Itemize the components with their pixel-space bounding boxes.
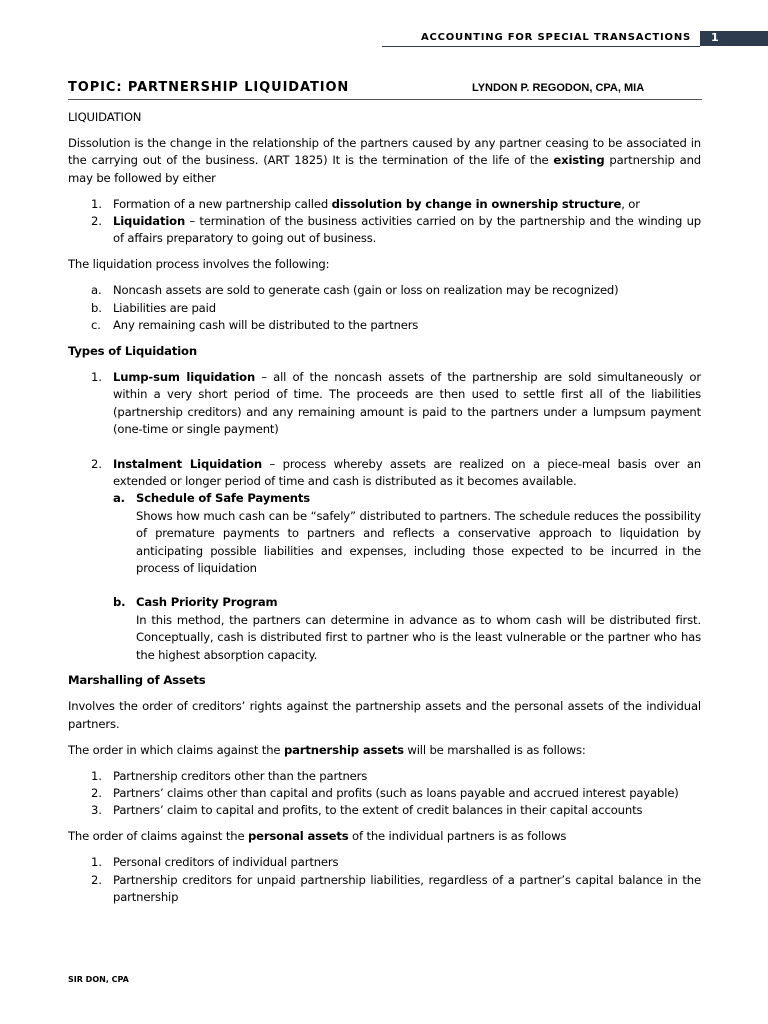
page-number: 1 — [711, 31, 719, 44]
liquidation-heading: LIQUIDATION — [68, 110, 142, 124]
instalment-sublist — [113, 594, 701, 611]
list-item: c. Any remaining cash will be distributed to the partners — [91, 318, 419, 333]
personal-assets-list — [68, 854, 701, 906]
list-item: 1. Formation of a new partnership called dissolution by change in ownership structure, or — [91, 196, 640, 211]
marshalling-paragraph: Involves the order of creditors’ rights against the partnership assets and the personal assets of the individual partners. — [68, 699, 701, 731]
topic-title: TOPIC: PARTNERSHIP LIQUIDATION — [68, 80, 350, 95]
list-item: 1. Lump-sum liquidation – all of the noncash assets of the partnership are sold simultaneously or within a very short period of time. The proceeds are then used to settle first all of the liabilities (partnership creditors) and any remaining amount is paid to the partners under a lumpsum payment (one-time or single payment) — [91, 369, 701, 437]
types-list — [68, 369, 701, 664]
dissolution-text-bold: existing — [553, 153, 605, 168]
header-rule — [382, 46, 700, 47]
header-title: ACCOUNTING FOR SPECIAL TRANSACTIONS — [420, 32, 691, 43]
marshalling-heading: Marshalling of Assets — [68, 673, 206, 688]
types-heading: Types of Liquidation — [68, 343, 197, 358]
list-item: b. Cash Priority Program — [113, 595, 278, 610]
list-item: b. Liabilities are paid — [91, 300, 216, 315]
list-item: 1. Personal creditors of individual partners — [91, 855, 339, 870]
footer-author: SIR DON, CPA — [68, 975, 129, 984]
personal-assets-intro: The order of claims against the personal assets of the individual partners is as follows — [68, 829, 567, 844]
cash-priority-body: In this method, the partners can determine in advance as to whom cash will be distributed first. Conceptually, cash is distributed first to partner who is the least vulnerable or the partner who has the highest absorption capacity. — [136, 612, 701, 662]
dissolution-text-a: Dissolution is the change in the relationship of the partners caused by any partner ceasing to be associated in the carrying out of the business. (ART 1825) It is the termination of the life of the — [68, 135, 701, 168]
list-item: 2. Partnership creditors for unpaid partnership liabilities, regardless of a partner’s capital balance in the partnership — [91, 872, 701, 905]
process-intro: The liquidation process involves the following: — [68, 257, 330, 272]
followed-list — [68, 196, 701, 248]
document-body — [68, 109, 701, 906]
list-item: 2. Instalment Liquidation – process whereby assets are realized on a piece-meal basis over an extended or longer period of time and cash is distributed as it becomes available. — [91, 456, 701, 488]
instalment-sublist — [113, 490, 701, 507]
dissolution-paragraph — [68, 135, 701, 187]
page-number-badge — [700, 31, 768, 46]
topic-divider — [68, 99, 702, 100]
partnership-assets-intro: The order in which claims against the partnership assets will be marshalled is as follows: — [68, 742, 586, 757]
safe-payments-body: Shows how much cash can be “safely” distributed to partners. The schedule reduces the possibility of premature payments to partners and reflects a conservative approach to liquidation by anticipating possible liabilities and expenses, including those expected to be incurred in the process of liquidation — [136, 508, 701, 575]
list-item: a. Noncash assets are sold to generate cash (gain or loss on realization may be recognized) — [91, 283, 619, 298]
partnership-assets-list — [68, 768, 701, 820]
list-item: 2. Liquidation – termination of the business activities carried on by the partnership and the winding up of affairs preparatory to going out of business. — [91, 214, 701, 246]
list-item: a. Schedule of Safe Payments — [113, 491, 311, 506]
dissolution-text-b: partnership and may be followed by either — [68, 153, 701, 185]
list-item: 1. Partnership creditors other than the partners — [91, 768, 368, 783]
list-item: 3. Partners’ claim to capital and profits, to the extent of credit balances in their capital accounts — [91, 803, 643, 818]
author-name: LYNDON P. REGODON, CPA, MIA — [472, 82, 645, 94]
process-list — [68, 282, 701, 334]
list-item: 2. Partners’ claims other than capital and profits (such as loans payable and accrued interest payable) — [91, 786, 679, 800]
